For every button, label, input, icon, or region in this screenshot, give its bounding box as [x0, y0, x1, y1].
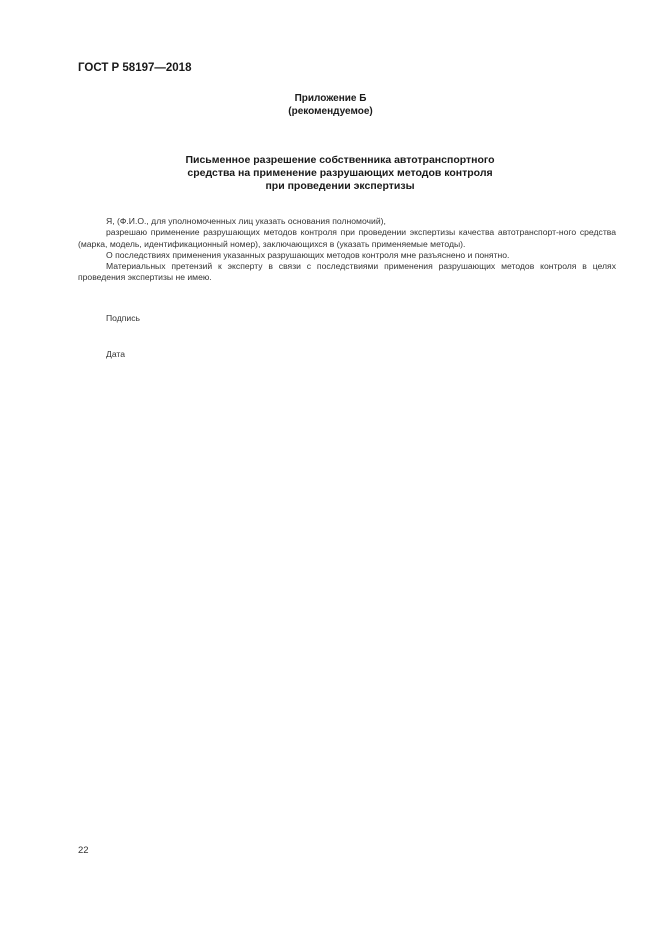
title-line: средства на применение разрушающих методов контроля [187, 167, 493, 179]
document-body [78, 216, 616, 284]
document-title [150, 154, 530, 193]
title-line: Письменное разрешение собственника автотранспортного [185, 154, 495, 166]
signature-label: Подпись [106, 313, 141, 323]
page-number: 22 [78, 845, 89, 856]
appendix-label: Приложение Б [294, 93, 367, 104]
body-paragraph: Я, (Ф.И.О., для уполномоченных лиц указать основания полномочий), [106, 216, 386, 226]
title-line: при проведении экспертизы [265, 180, 415, 192]
body-paragraph: разрешаю применение разрушающих методов контроля при проведении экспертизы качества автотранспорт-ного средства (марка, модель, идентификационный номер), заключающихся в (указать применяемые методы). [78, 227, 616, 249]
standard-code-header: ГОСТ Р 58197—2018 [78, 62, 192, 74]
body-paragraph: О последствиях применения указанных разрушающих методов контроля мне разъяснено и понятно. [106, 249, 510, 260]
date-label: Дата [106, 349, 126, 359]
appendix-status: (рекомендуемое) [288, 106, 373, 117]
body-paragraph: Материальных претензий к эксперту в связи с последствиями применения разрушающих методов контроля в целях проведения экспертизы не имею. [78, 261, 616, 283]
